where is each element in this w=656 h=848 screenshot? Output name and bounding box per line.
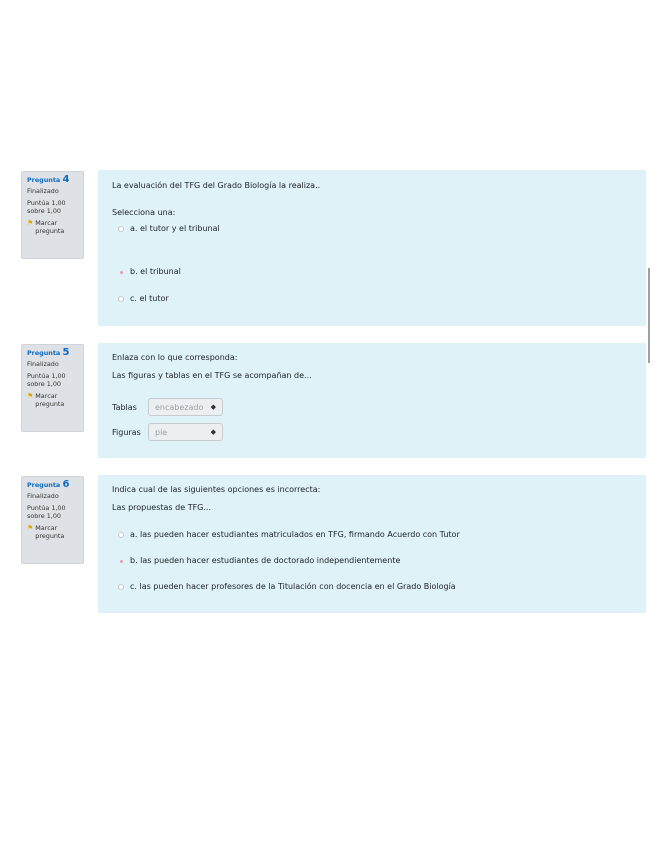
answer-option-b[interactable]: b. el tribunal (118, 267, 181, 276)
question-state: Finalizado (27, 187, 59, 195)
question-info (21, 344, 84, 432)
flag-question-link[interactable]: ⚑ Marcar pregunta (27, 392, 65, 408)
question-number: Pregunta 5 (27, 347, 70, 358)
radio-button[interactable] (118, 532, 124, 538)
question-info (21, 171, 84, 259)
answer-option-a[interactable]: a. el tutor y el tribunal (118, 224, 220, 233)
match-select-tablas[interactable]: encabezado ◆ (148, 398, 223, 416)
flag-question-link[interactable]: ⚑ Marcar pregunta (27, 219, 65, 235)
answer-option-b[interactable]: b. las pueden hacer estudiantes de doctorado independientemente (118, 556, 400, 565)
question-grade: Puntúa 1,00 sobre 1,00 (27, 199, 66, 215)
question-number: Pregunta 4 (27, 174, 70, 185)
flag-icon: ⚑ (27, 524, 34, 532)
answer-option-a[interactable]: a. las pueden hacer estudiantes matriculados en TFG, firmando Acuerdo con Tutor (118, 530, 460, 539)
question-number: Pregunta 6 (27, 479, 70, 490)
question-text: Indica cual de las siguientes opciones es incorrecta: (112, 485, 321, 494)
select-caret-icon: ◆ (210, 403, 216, 411)
flag-icon: ⚑ (27, 392, 34, 400)
answer-option-c[interactable]: c. el tutor (118, 294, 169, 303)
question-grade: Puntúa 1,00 sobre 1,00 (27, 504, 66, 520)
match-row-figuras: Figuras pie ◆ (112, 423, 223, 441)
radio-button[interactable] (118, 584, 124, 590)
flag-icon: ⚑ (27, 219, 34, 227)
question-subtext: Las figuras y tablas en el TFG se acompañan de... (112, 371, 312, 380)
flag-question-link[interactable]: ⚑ Marcar pregunta (27, 524, 65, 540)
select-caret-icon: ◆ (210, 428, 216, 436)
radio-button[interactable] (118, 226, 124, 232)
question-text: La evaluación del TFG del Grado Biología la realiza.. (112, 181, 321, 190)
question-state: Finalizado (27, 492, 59, 500)
question-subtext: Las propuestas de TFG... (112, 503, 212, 512)
question-content (98, 343, 646, 458)
match-row-tablas: Tablas encabezado ◆ (112, 398, 223, 416)
question-info (21, 476, 84, 564)
question-content (98, 170, 646, 326)
match-select-figuras[interactable]: pie ◆ (148, 423, 223, 441)
scrollbar[interactable] (648, 268, 650, 363)
question-text: Enlaza con lo que corresponda: (112, 353, 238, 362)
radio-button-selected[interactable] (118, 269, 124, 275)
answer-prompt: Selecciona una: (112, 208, 176, 217)
question-content (98, 475, 646, 613)
radio-button[interactable] (118, 296, 124, 302)
answer-option-c[interactable]: c. las pueden hacer profesores de la Titulación con docencia en el Grado Biología (118, 582, 456, 591)
radio-button-selected[interactable] (118, 558, 124, 564)
question-state: Finalizado (27, 360, 59, 368)
question-grade: Puntúa 1,00 sobre 1,00 (27, 372, 66, 388)
